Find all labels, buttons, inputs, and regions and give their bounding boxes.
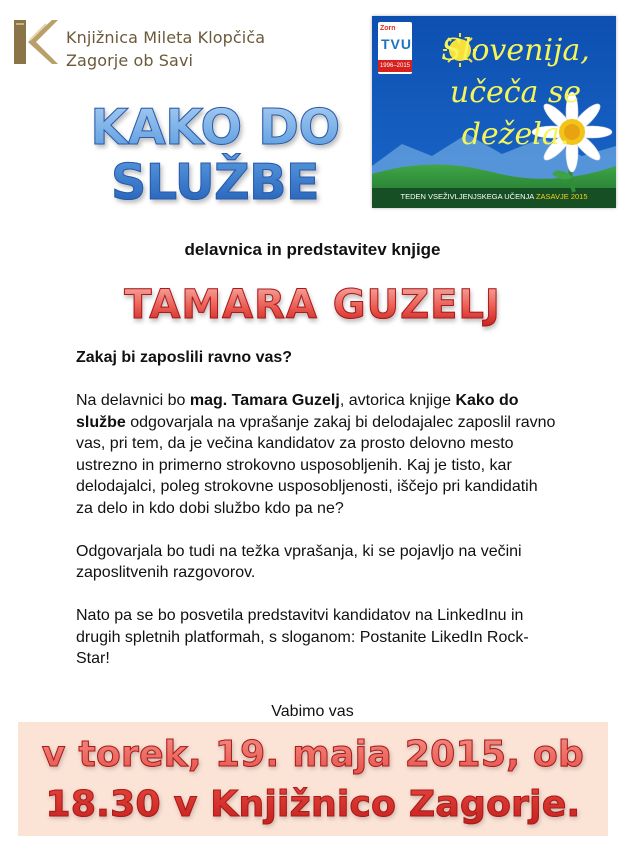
invitation-text: Vabimo vas [271,703,354,720]
description-paragraph-1 [76,390,556,519]
event-subtitle: delavnica in predstavitev knjige [184,240,441,259]
event-date-line-2: 18.30 v Knjižnico Zagorje. [45,784,581,825]
campaign-slogan [418,30,613,156]
campaign-footer-highlight: ZASAVJE 2015 [535,192,588,201]
author-title-name: mag. Tamara Guzelj [189,392,340,409]
tvu-badge-years: 1996–2015 [378,60,412,72]
description-paragraph-3: Nato pa se bo posvetila predstavitvi kandidatov na LinkedInu in drugih spletnih platformah, s sloganom: Postanite LikedIn Rock-Star! [76,607,529,667]
p1-part-e: odgovarjala na vprašanje zakaj bi delodajalec zaposlil ravno vas, pri tem, da je večina kandidatov za prosto delovno mesto ustrezno in primerno strokovno usposobljenih. Kaj je tisto, kar delodajalci, poleg strokovne usposobljenosti, iščejo pri kandidatih za delo in kdo dobi službo kdo pa ne? [76,413,556,517]
slogan-line-2: učeča se [449,75,582,110]
event-date-line-1: v torek, 19. maja 2015, ob [41,734,585,775]
campaign-banner [372,16,616,208]
event-description [76,347,556,670]
event-title [60,100,370,210]
library-logo-icon [10,16,60,68]
campaign-footer-text: TEDEN VSEŽIVLJENJSKEGA UČENJA [400,192,534,201]
question-heading: Zakaj bi zaposlili ravno vas? [76,349,293,366]
library-name: Knjižnica Mileta Klopčiča [66,28,266,47]
slogan-line-1: Slovenija, [441,33,590,68]
slogan-line-3: dežela. [461,117,570,152]
event-date [18,730,608,830]
description-paragraph-2: Odgovarjala bo tudi na težka vprašanja, ki se pojavljo na večini zaposlitvenih razgovorov. [76,542,522,581]
event-title-line-2: SLUŽBE [111,154,319,211]
tvu-badge-logo: TVU [381,36,412,52]
p1-part-c: , avtorica knjige [339,392,456,409]
tvu-badge-top: Zorn [380,25,396,32]
library-place: Zagorje ob Savi [66,51,194,70]
p1-part-a: Na delavnici bo [76,392,190,409]
date-box [18,722,608,836]
author-name: TAMARA GUZELJ [0,282,625,328]
event-title-line-1: KAKO DO [90,99,340,156]
book-title: Kako do službe [76,392,519,431]
library-logo [10,16,270,74]
tvu-badge [378,22,412,74]
campaign-footer [372,192,616,201]
